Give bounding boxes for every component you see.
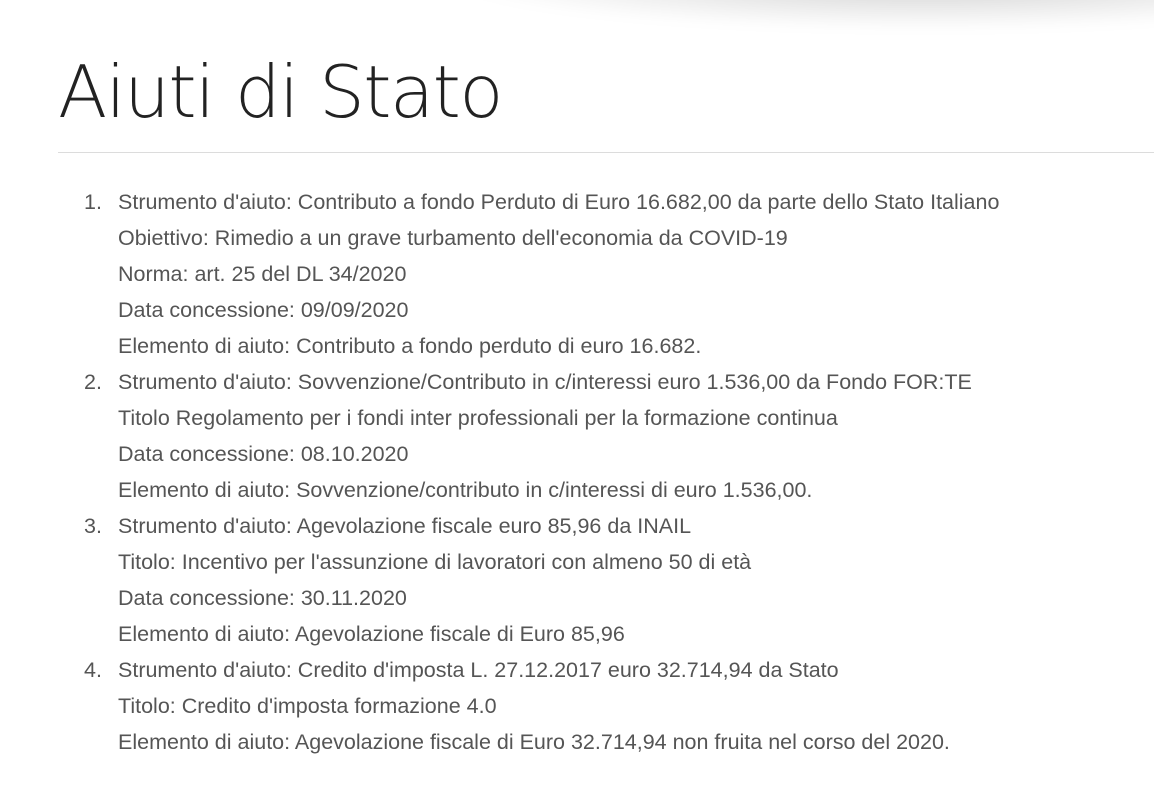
aid-title: Titolo: Credito d'imposta formazione 4.0 [118,694,497,718]
aid-title: Titolo: Incentivo per l'assunzione di lavoratori con almeno 50 di età [118,550,752,574]
aid-item-number: 2. [84,370,102,394]
aid-item-number: 1. [84,190,102,214]
aid-item-4 [84,652,999,760]
aid-element: Elemento di aiuto: Contributo a fondo perduto di euro 16.682. [118,334,702,358]
header-shadow [430,0,1154,30]
aid-item-1 [84,184,1000,364]
aid-instrument: Strumento d'aiuto: Sovvenzione/Contributo in c/interessi euro 1.536,00 da Fondo FOR:TE [118,370,972,394]
aid-title: Titolo Regolamento per i fondi inter professionali per la formazione continua [118,406,838,430]
aid-grant-date: Data concessione: 09/09/2020 [118,298,409,322]
aid-item-number: 4. [84,658,102,682]
aid-instrument: Strumento d'aiuto: Credito d'imposta L. 27.12.2017 euro 32.714,94 da Stato [118,658,839,682]
aid-grant-date: Data concessione: 30.11.2020 [118,586,407,610]
aid-grant-date: Data concessione: 08.10.2020 [118,442,409,466]
aid-norm: Norma: art. 25 del DL 34/2020 [118,262,407,286]
aid-item-2 [84,364,999,508]
page-title: Aiuti di Stato [58,50,502,134]
aid-list [84,184,1000,760]
aid-element: Elemento di aiuto: Agevolazione fiscale di Euro 85,96 [118,622,625,646]
aid-item-3 [84,508,999,652]
aid-instrument: Strumento d'aiuto: Contributo a fondo Perduto di Euro 16.682,00 da parte dello Stato Italiano [118,190,1000,214]
aid-element: Elemento di aiuto: Agevolazione fiscale di Euro 32.714,94 non fruita nel corso del 2020. [118,730,950,754]
aid-objective: Obiettivo: Rimedio a un grave turbamento dell'economia da COVID-19 [118,226,788,250]
aid-instrument: Strumento d'aiuto: Agevolazione fiscale euro 85,96 da INAIL [118,514,692,538]
aid-item-number: 3. [84,514,102,538]
title-divider [58,152,1154,153]
aid-element: Elemento di aiuto: Sovvenzione/contributo in c/interessi di euro 1.536,00. [118,478,813,502]
